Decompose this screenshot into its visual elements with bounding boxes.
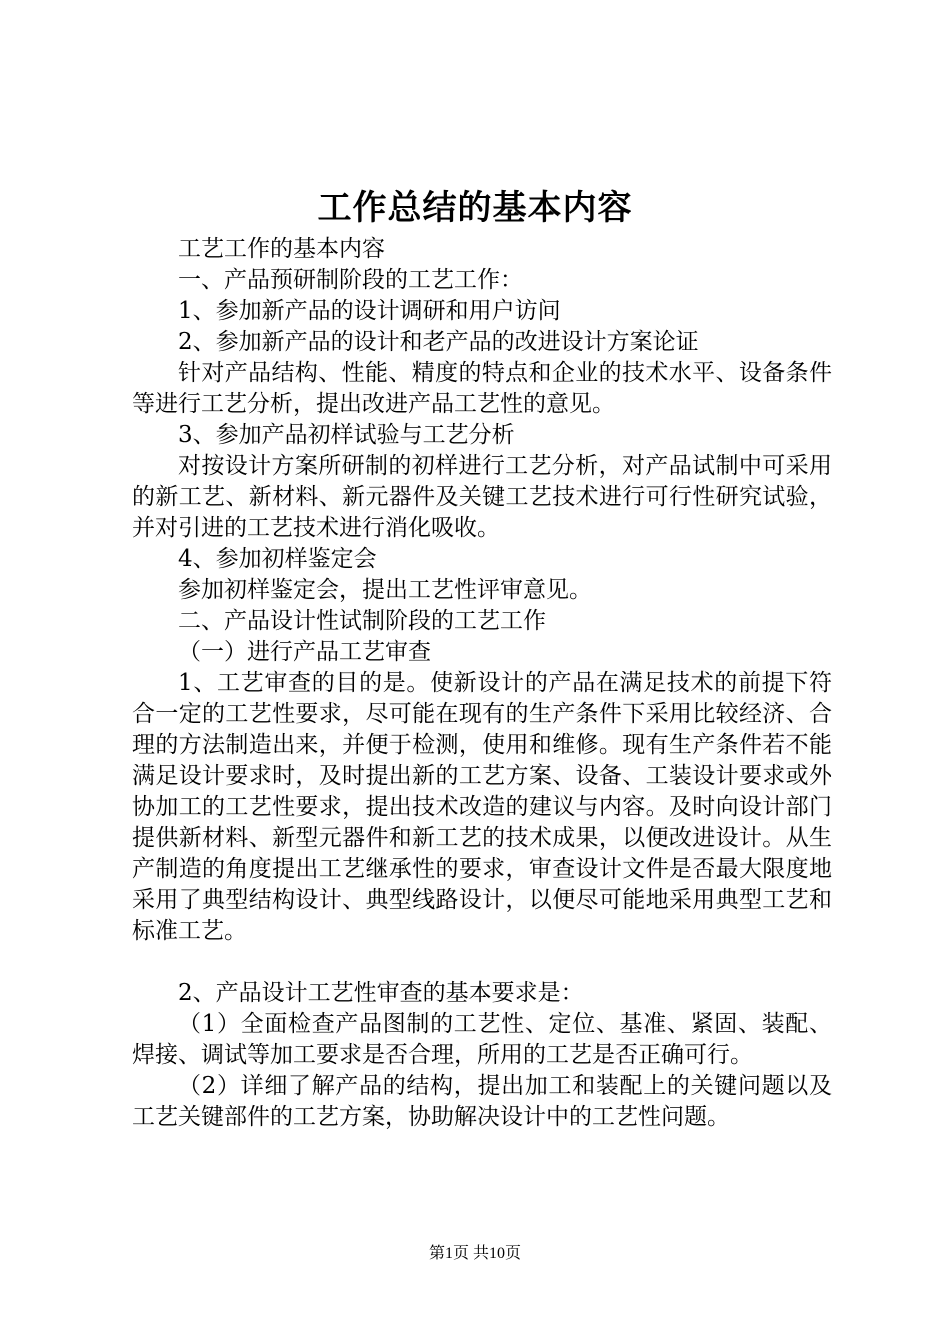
paragraph: （1）全面检查产品图制的工艺性、定位、基准、紧固、装配、焊接、调试等加工要求是否合理，所用的工艺是否正确可行。 bbox=[132, 1011, 832, 1068]
page-footer: 第1页 共10页 bbox=[428, 1245, 521, 1262]
paragraph: 1、工艺审查的目的是。使新设计的产品在满足技术的前提下符合一定的工艺性要求，尽可能在现有的生产条件下采用比较经济、合理的方法制造出来，并便于检测，使用和维修。现有生产条件若不能满足设计要求时，及时提出新的工艺方案、设备、工装设计要求或外协加工的工艺性要求，提出技术改造的建议与内容。及时向设计部门提供新材料、新型元器件和新工艺的技术成果，以便改进设计。从生产制造的角度提出工艺继承性的要求，审查设计文件是否最大限度地采用了典型结构设计、典型线路设计，以便尽可能地采用典型工艺和标准工艺。 bbox=[132, 670, 832, 944]
list-item: 2、产品设计工艺性审查的基本要求是： bbox=[178, 980, 584, 1006]
paragraph: 对按设计方案所研制的初样进行工艺分析，对产品试制中可采用的新工艺、新材料、新元器件及关键工艺技术进行可行性研究试验，并对引进的工艺技术进行消化吸收。 bbox=[132, 453, 832, 541]
document-body bbox=[132, 234, 832, 1133]
list-item: 2、参加新产品的设计和老产品的改进设计方案论证 bbox=[178, 329, 699, 355]
paragraph: 工艺工作的基本内容 bbox=[178, 236, 385, 262]
document-title: 工作总结的基本内容 bbox=[317, 188, 633, 228]
list-item: 1、参加新产品的设计调研和用户访问 bbox=[178, 298, 561, 324]
section-heading: 二、产品设计性试制阶段的工艺工作 bbox=[178, 608, 546, 634]
paragraph: 参加初样鉴定会，提出工艺性评审意见。 bbox=[178, 577, 592, 603]
list-item: 4、参加初样鉴定会 bbox=[178, 546, 377, 572]
section-heading: 一、产品预研制阶段的工艺工作： bbox=[178, 267, 523, 293]
list-item: 3、参加产品初样试验与工艺分析 bbox=[178, 422, 515, 448]
paragraph: （2）详细了解产品的结构，提出加工和装配上的关键问题以及工艺关键部件的工艺方案，协助解决设计中的工艺性问题。 bbox=[132, 1073, 832, 1130]
paragraph: 针对产品结构、性能、精度的特点和企业的技术水平、设备条件等进行工艺分析，提出改进产品工艺性的意见。 bbox=[132, 360, 832, 417]
subsection-heading: （一）进行产品工艺审查 bbox=[178, 639, 431, 665]
paragraph-spacer bbox=[132, 947, 832, 978]
